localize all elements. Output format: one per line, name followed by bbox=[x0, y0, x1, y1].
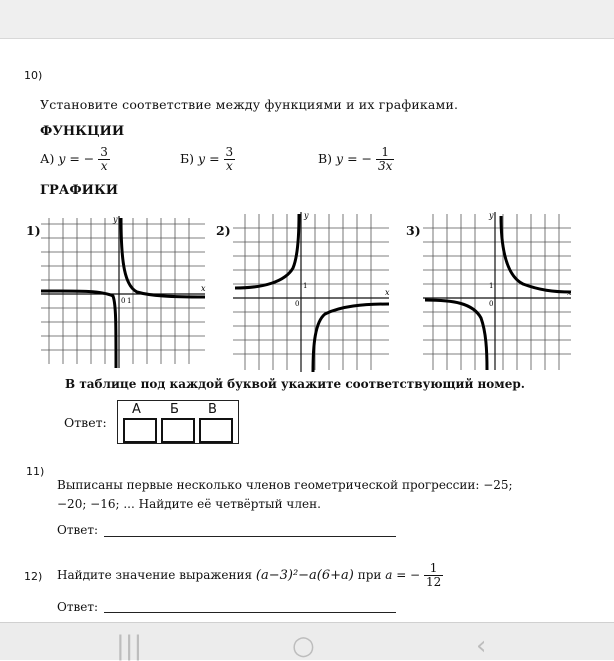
graph-2-x-label: x bbox=[385, 288, 390, 297]
graph-3-x-label: x bbox=[567, 288, 572, 297]
graph-3-tick-one: 1 bbox=[489, 282, 494, 290]
answer-cell-v[interactable] bbox=[199, 418, 233, 443]
function-a bbox=[40, 146, 110, 173]
function-v-numerator: 1 bbox=[376, 146, 394, 160]
graph-2-axes bbox=[233, 212, 389, 372]
answer-header-v: В bbox=[208, 402, 217, 417]
answer-header-b: Б bbox=[170, 402, 179, 417]
graphs-heading: ГРАФИКИ bbox=[40, 183, 119, 198]
graph-1-tick-one: 1 bbox=[127, 297, 132, 305]
function-v-fraction bbox=[376, 146, 394, 173]
question-12-var: a = − bbox=[385, 568, 421, 582]
question-12-text bbox=[57, 562, 443, 589]
graph-3-curve-right bbox=[501, 216, 571, 292]
home-icon[interactable]: ○ bbox=[292, 631, 315, 661]
function-a-fraction bbox=[98, 146, 110, 173]
back-icon[interactable]: ‹ bbox=[476, 631, 487, 661]
question-12-prompt: Найдите значение выражения bbox=[57, 568, 253, 582]
graph-2-curve-right bbox=[313, 304, 389, 372]
graph-1 bbox=[41, 214, 209, 370]
question-11-number: 11) bbox=[26, 465, 45, 478]
function-b-lhs: y = bbox=[198, 151, 220, 166]
question-10-number: 10) bbox=[24, 69, 43, 82]
function-v-denominator: 3x bbox=[378, 159, 393, 173]
graph-1-label: 1) bbox=[26, 223, 41, 238]
answer-11-line[interactable] bbox=[104, 536, 396, 537]
function-b-numerator: 3 bbox=[225, 145, 234, 159]
answer-11-label: Ответ: bbox=[57, 523, 99, 537]
function-b-fraction bbox=[224, 146, 236, 173]
question-12-when: при bbox=[357, 568, 382, 582]
graph-2 bbox=[233, 210, 393, 374]
function-v-lhs: y = − bbox=[336, 151, 373, 166]
question-12-denominator: 12 bbox=[425, 575, 442, 589]
question-11-line-1: Выписаны первые несколько членов геометрической прогрессии: −25; bbox=[57, 478, 513, 492]
question-12-numerator: 1 bbox=[424, 562, 443, 576]
function-b-letter: Б) bbox=[180, 151, 195, 166]
functions-heading: ФУНКЦИИ bbox=[40, 124, 125, 139]
answer-12-line[interactable] bbox=[104, 612, 396, 613]
question-11-line-2: −20; −16; ... Найдите её четвёртый член. bbox=[57, 497, 321, 511]
graph-1-curve-right bbox=[121, 218, 205, 297]
question-10-instruction: Установите соответствие между функциями и их графиками. bbox=[40, 97, 459, 112]
answer-header-a: А bbox=[132, 402, 141, 417]
function-a-numerator: 3 bbox=[100, 145, 108, 159]
graph-2-grid bbox=[233, 214, 389, 370]
graph-2-tick-zero: 0 bbox=[295, 300, 300, 308]
graph-3-tick-zero: 0 bbox=[489, 300, 494, 308]
graph-2-y-label: y bbox=[304, 211, 309, 220]
function-a-denominator: x bbox=[100, 159, 108, 173]
function-a-lhs: y = − bbox=[58, 151, 95, 166]
answer-10-label: Ответ: bbox=[64, 415, 107, 430]
graph-1-tick-zero: 0 bbox=[121, 297, 126, 305]
function-v bbox=[318, 146, 394, 173]
graph-3-label: 3) bbox=[406, 223, 421, 238]
question-12-expression: (a−3)²−a(6+a) bbox=[255, 568, 354, 583]
answer-12-label: Ответ: bbox=[57, 600, 99, 614]
function-b bbox=[180, 146, 235, 173]
top-gray-band bbox=[0, 0, 614, 39]
graph-2-tick-one: 1 bbox=[303, 282, 308, 290]
graph-3-curve-left bbox=[425, 300, 487, 370]
answer-cell-b[interactable] bbox=[161, 418, 195, 443]
function-v-letter: В) bbox=[318, 151, 333, 166]
table-instruction: В таблице под каждой буквой укажите соответствующий номер. bbox=[65, 377, 525, 391]
function-b-denominator: x bbox=[225, 159, 233, 173]
function-a-letter: А) bbox=[40, 151, 55, 166]
menu-icon[interactable]: ||| bbox=[116, 631, 143, 661]
question-12-fraction bbox=[424, 562, 443, 589]
graph-2-label: 2) bbox=[216, 223, 231, 238]
question-12-number: 12) bbox=[24, 570, 43, 583]
bottom-nav-bar bbox=[0, 622, 614, 660]
graph-1-x-label: x bbox=[201, 284, 206, 293]
graph-3-y-label: y bbox=[489, 211, 494, 220]
answer-cell-a[interactable] bbox=[123, 418, 157, 443]
answer-table bbox=[117, 400, 239, 444]
graph-1-y-label: y bbox=[113, 215, 118, 224]
graph-3 bbox=[423, 210, 573, 372]
